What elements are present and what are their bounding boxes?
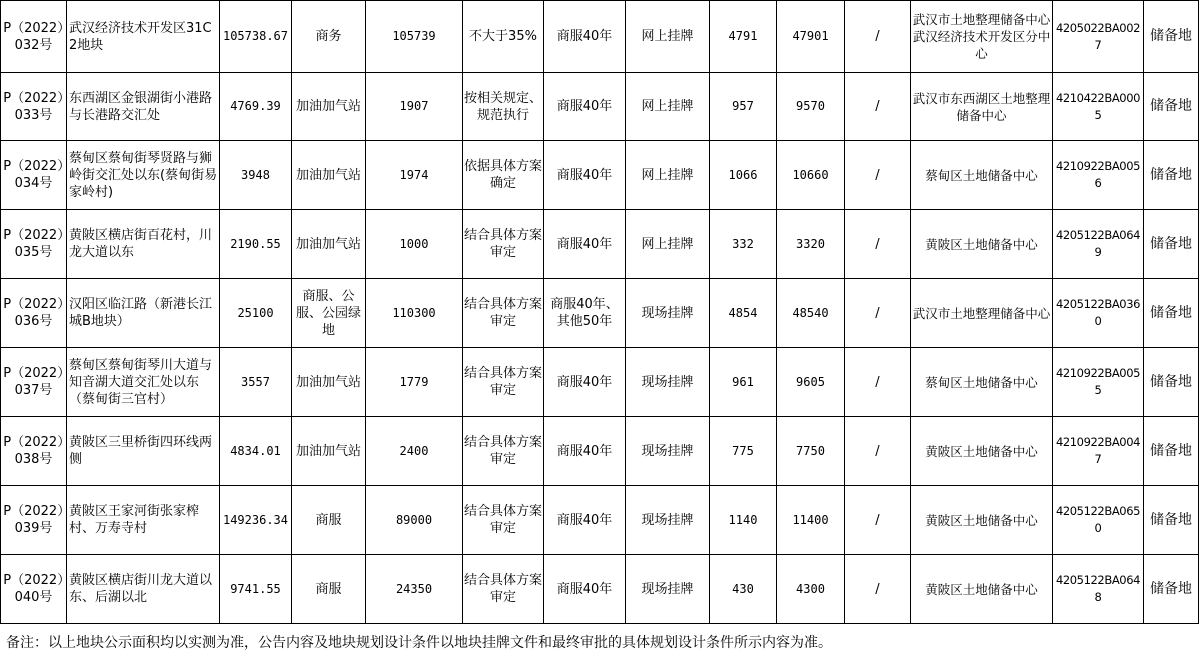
parcel-greening: 结合具体方案审定: [463, 210, 544, 279]
parcel-use: 商服: [292, 555, 366, 624]
parcel-location: 汉阳区临江路（新港长江城B地块）: [67, 279, 220, 348]
parcel-use: 加油加气站: [292, 417, 366, 486]
parcel-code: 4205022BA0027: [1053, 1, 1144, 73]
parcel-provider: 蔡甸区土地储备中心: [911, 141, 1053, 210]
parcel-id: P（2022）038号: [1, 417, 67, 486]
parcel-area: 2190.55: [220, 210, 292, 279]
parcel-term: 商服40年: [544, 141, 626, 210]
parcel-use: 加油加气站: [292, 73, 366, 141]
parcel-greening: 结合具体方案审定: [463, 555, 544, 624]
parcel-extra: /: [845, 486, 911, 555]
parcel-type: 储备地: [1144, 417, 1199, 486]
parcel-term: 商服40年: [544, 1, 626, 73]
parcel-type: 储备地: [1144, 73, 1199, 141]
table-row: [1, 417, 1199, 486]
table-row: [1, 1, 1199, 73]
parcel-location: 黄陂区横店街川龙大道以东、后湖以北: [67, 555, 220, 624]
parcel-extra: /: [845, 348, 911, 417]
parcel-floor-area: 1779: [366, 348, 463, 417]
parcel-code: 4205122BA0649: [1053, 210, 1144, 279]
parcel-term: 商服40年、其他50年: [544, 279, 626, 348]
parcel-extra: /: [845, 141, 911, 210]
parcel-use: 商务: [292, 1, 366, 73]
table-row: [1, 73, 1199, 141]
parcel-deposit: 957: [710, 73, 777, 141]
parcel-method: 现场挂牌: [626, 348, 710, 417]
parcel-provider: 黄陂区土地储备中心: [911, 417, 1053, 486]
parcel-greening: 结合具体方案审定: [463, 279, 544, 348]
parcel-id: P（2022）035号: [1, 210, 67, 279]
parcel-floor-area: 1974: [366, 141, 463, 210]
parcel-term: 商服40年: [544, 555, 626, 624]
parcel-price: 9570: [777, 73, 845, 141]
parcel-floor-area: 1000: [366, 210, 463, 279]
parcel-location: 蔡甸区蔡甸街琴贤路与狮岭街交汇处以东(蔡甸街易家岭村): [67, 141, 220, 210]
parcel-price: 47901: [777, 1, 845, 73]
parcel-area: 9741.55: [220, 555, 292, 624]
parcel-deposit: 4854: [710, 279, 777, 348]
parcel-floor-area: 24350: [366, 555, 463, 624]
parcel-greening: 结合具体方案审定: [463, 348, 544, 417]
parcel-code: 4205122BA0360: [1053, 279, 1144, 348]
parcel-location: 黄陂区王家河街张家榨村、万寿寺村: [67, 486, 220, 555]
parcel-location: 蔡甸区蔡甸街琴川大道与知音湖大道交汇处以东（蔡甸街三官村）: [67, 348, 220, 417]
parcel-deposit: 332: [710, 210, 777, 279]
parcel-use: 商服、公服、公园绿地: [292, 279, 366, 348]
parcel-extra: /: [845, 417, 911, 486]
parcel-method: 网上挂牌: [626, 1, 710, 73]
parcel-floor-area: 89000: [366, 486, 463, 555]
parcel-id: P（2022）032号: [1, 1, 67, 73]
parcel-id: P（2022）034号: [1, 141, 67, 210]
parcel-area: 149236.34: [220, 486, 292, 555]
parcel-provider: 蔡甸区土地储备中心: [911, 348, 1053, 417]
parcel-price: 10660: [777, 141, 845, 210]
parcel-provider: 武汉市土地整理储备中心武汉经济技术开发区分中心: [911, 1, 1053, 73]
footnote: 备注：以上地块公示面积均以实测为准，公告内容及地块规划设计条件以地块挂牌文件和最终审批的具体规划设计条件所示内容为准。: [6, 635, 832, 651]
parcel-code: 4205122BA0648: [1053, 555, 1144, 624]
parcel-term: 商服40年: [544, 73, 626, 141]
parcel-type: 储备地: [1144, 486, 1199, 555]
parcel-deposit: 1140: [710, 486, 777, 555]
parcel-extra: /: [845, 73, 911, 141]
parcel-method: 现场挂牌: [626, 417, 710, 486]
parcel-code: 4210422BA0005: [1053, 73, 1144, 141]
parcel-floor-area: 1907: [366, 73, 463, 141]
parcel-deposit: 430: [710, 555, 777, 624]
parcel-deposit: 1066: [710, 141, 777, 210]
parcel-provider: 武汉市土地整理储备中心: [911, 279, 1053, 348]
parcel-code: 4210922BA0056: [1053, 141, 1144, 210]
parcel-term: 商服40年: [544, 486, 626, 555]
parcel-area: 105738.67: [220, 1, 292, 73]
parcel-area: 3557: [220, 348, 292, 417]
parcel-location: 武汉经济技术开发区31C2地块: [67, 1, 220, 73]
parcel-use: 商服: [292, 486, 366, 555]
parcel-price: 4300: [777, 555, 845, 624]
parcel-floor-area: 105739: [366, 1, 463, 73]
parcel-provider: 黄陂区土地储备中心: [911, 555, 1053, 624]
parcel-greening: 依据具体方案确定: [463, 141, 544, 210]
parcel-method: 网上挂牌: [626, 210, 710, 279]
parcel-term: 商服40年: [544, 417, 626, 486]
parcel-id: P（2022）033号: [1, 73, 67, 141]
parcel-method: 现场挂牌: [626, 486, 710, 555]
parcel-greening: 结合具体方案审定: [463, 417, 544, 486]
parcel-greening: 按相关规定、规范执行: [463, 73, 544, 141]
table-row: [1, 486, 1199, 555]
parcel-method: 网上挂牌: [626, 73, 710, 141]
parcel-area: 3948: [220, 141, 292, 210]
parcel-use: 加油加气站: [292, 348, 366, 417]
table-row: [1, 141, 1199, 210]
parcel-type: 储备地: [1144, 141, 1199, 210]
parcel-greening: 结合具体方案审定: [463, 486, 544, 555]
parcel-type: 储备地: [1144, 348, 1199, 417]
parcel-area: 4769.39: [220, 73, 292, 141]
parcel-use: 加油加气站: [292, 141, 366, 210]
parcel-provider: 武汉市东西湖区土地整理储备中心: [911, 73, 1053, 141]
parcel-type: 储备地: [1144, 279, 1199, 348]
parcel-method: 现场挂牌: [626, 555, 710, 624]
parcel-location: 黄陂区横店街百花村，川龙大道以东: [67, 210, 220, 279]
parcel-id: P（2022）039号: [1, 486, 67, 555]
parcel-extra: /: [845, 1, 911, 73]
parcel-deposit: 775: [710, 417, 777, 486]
parcel-id: P（2022）037号: [1, 348, 67, 417]
table-row: [1, 555, 1199, 624]
parcel-extra: /: [845, 279, 911, 348]
parcel-type: 储备地: [1144, 1, 1199, 73]
parcel-code: 4205122BA0650: [1053, 486, 1144, 555]
parcel-use: 加油加气站: [292, 210, 366, 279]
table-row: [1, 348, 1199, 417]
parcel-deposit: 961: [710, 348, 777, 417]
parcel-code: 4210922BA0055: [1053, 348, 1144, 417]
parcel-floor-area: 110300: [366, 279, 463, 348]
table-row: [1, 279, 1199, 348]
parcel-term: 商服40年: [544, 210, 626, 279]
parcel-provider: 黄陂区土地储备中心: [911, 210, 1053, 279]
parcel-location: 黄陂区三里桥街四环线两侧: [67, 417, 220, 486]
parcel-type: 储备地: [1144, 210, 1199, 279]
parcel-term: 商服40年: [544, 348, 626, 417]
parcel-area: 25100: [220, 279, 292, 348]
parcel-type: 储备地: [1144, 555, 1199, 624]
parcel-method: 现场挂牌: [626, 279, 710, 348]
table-row: [1, 210, 1199, 279]
parcel-greening: 不大于35%: [463, 1, 544, 73]
parcel-price: 11400: [777, 486, 845, 555]
parcel-provider: 黄陂区土地储备中心: [911, 486, 1053, 555]
parcel-floor-area: 2400: [366, 417, 463, 486]
parcel-price: 48540: [777, 279, 845, 348]
parcel-method: 网上挂牌: [626, 141, 710, 210]
parcel-id: P（2022）036号: [1, 279, 67, 348]
parcel-price: 7750: [777, 417, 845, 486]
parcel-price: 9605: [777, 348, 845, 417]
parcel-code: 4210922BA0047: [1053, 417, 1144, 486]
parcel-location: 东西湖区金银湖街小港路与长港路交汇处: [67, 73, 220, 141]
parcel-extra: /: [845, 555, 911, 624]
parcel-area: 4834.01: [220, 417, 292, 486]
parcel-id: P（2022）040号: [1, 555, 67, 624]
parcel-extra: /: [845, 210, 911, 279]
parcel-price: 3320: [777, 210, 845, 279]
parcel-deposit: 4791: [710, 1, 777, 73]
